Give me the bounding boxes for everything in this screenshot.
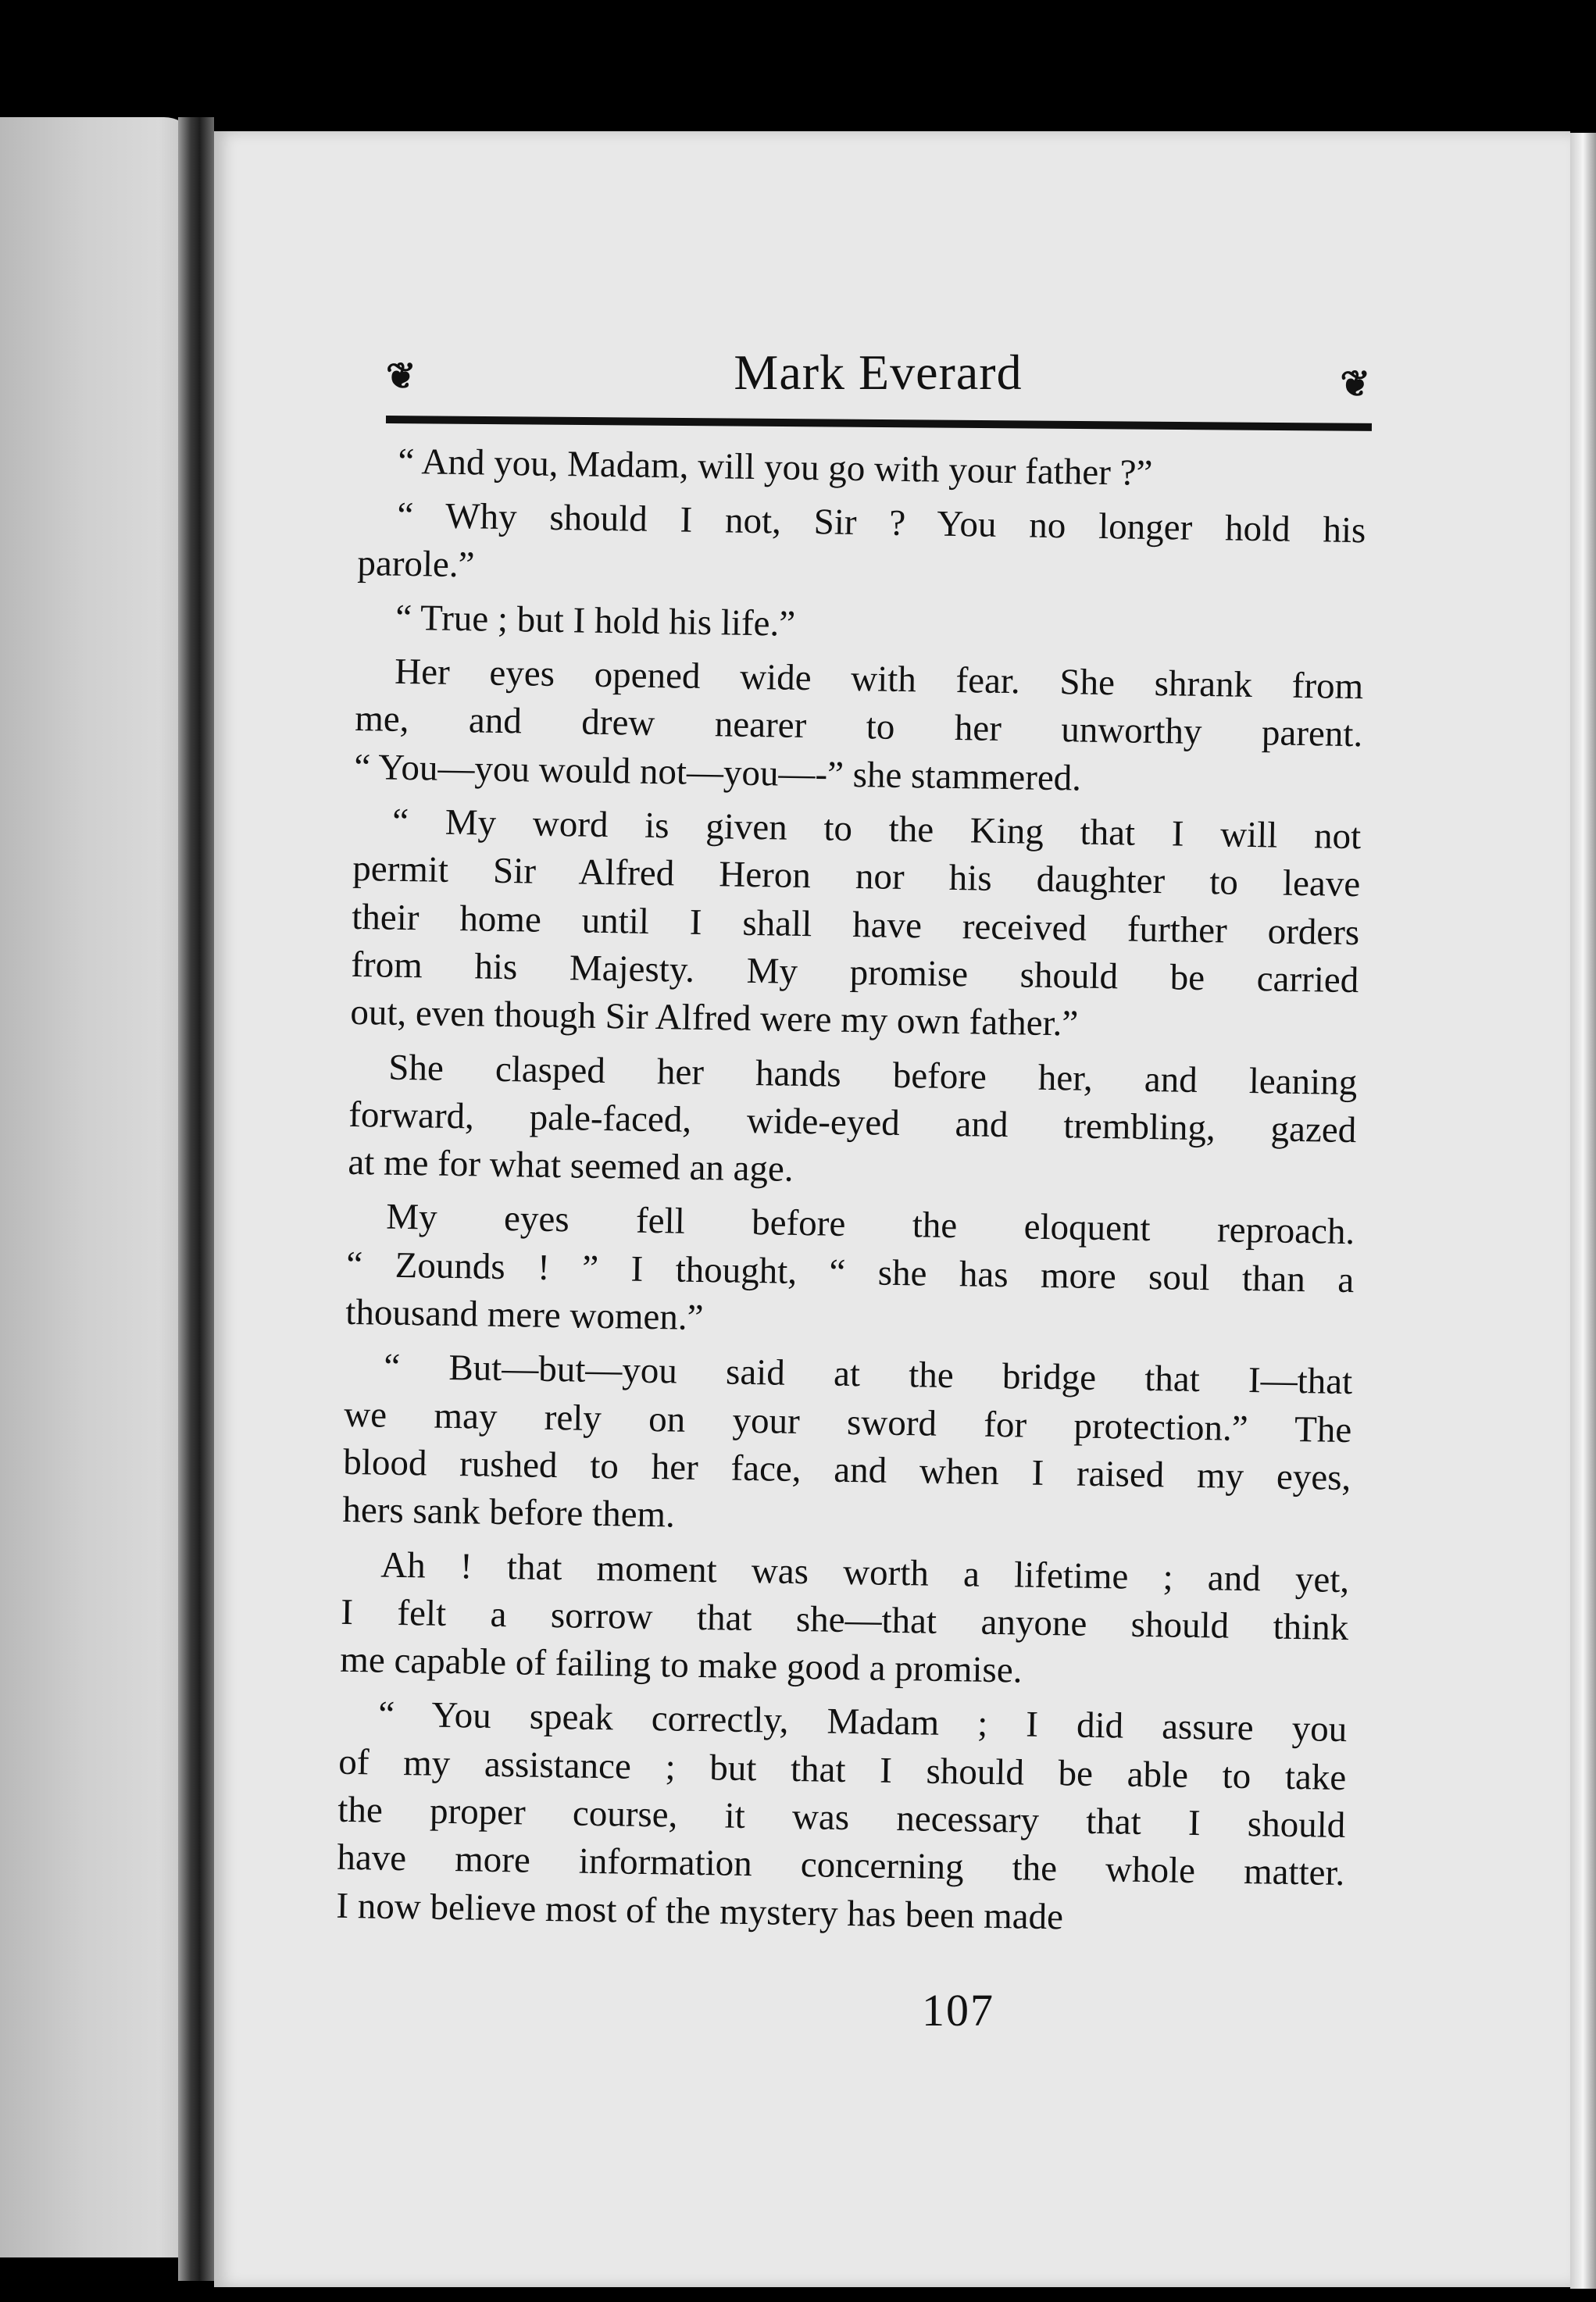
text-line: My eyes fell before the eloquent reproach.	[385, 1197, 1355, 1253]
text-line: their home until I shall have received further orders	[351, 896, 1360, 953]
text-line: “ And you, Madam, will you go with your father ?”	[398, 441, 1153, 494]
text-line: I now believe most of the mystery has been made	[336, 1885, 1064, 1937]
running-title: Mark Everard	[734, 344, 1023, 400]
paragraph	[342, 1343, 1353, 1550]
paragraph	[340, 1540, 1350, 1700]
text-line: we may rely on your sword for protection.” The	[343, 1394, 1352, 1451]
paragraph	[345, 1193, 1355, 1352]
text-line: “ Zounds ! ” I thought, “ she has more soul than a	[345, 1244, 1355, 1301]
paragraph	[354, 648, 1364, 807]
text-line: at me for what seemed an age.	[348, 1142, 794, 1190]
page-number: 107	[922, 1985, 994, 2036]
text-line: out, even though Sir Alfred were my own father.”	[350, 992, 1079, 1044]
text-line: Ah ! that moment was worth a lifetime ; and yet,	[380, 1544, 1350, 1601]
text-line: thousand mere women.”	[345, 1291, 704, 1339]
text-line: “ My word is given to the King that I will not	[391, 801, 1362, 858]
text-line: “ But—but—you said at the bridge that I—that	[383, 1346, 1353, 1403]
text-line: I felt a sorrow that she—that anyone should think	[340, 1591, 1349, 1648]
text-line: from his Majesty. My promise should be carried	[350, 944, 1359, 1001]
text-line: the proper course, it was necessary that I should	[337, 1789, 1346, 1847]
text-line: me capable of failing to make good a promise.	[340, 1639, 1023, 1691]
page-right-edge	[1570, 133, 1596, 2289]
text-line: “ You—you would not—you—-” she stammered.	[353, 746, 1082, 799]
text-line: She clasped her hands before her, and leaning	[387, 1047, 1358, 1103]
text-line: “ Why should I not, Sir ? You no longer hold his	[397, 495, 1366, 551]
fleuron-icon: ❦	[386, 356, 416, 396]
body-text	[336, 437, 1367, 1952]
text-line: of my assistance ; but that I should be able to take	[337, 1741, 1347, 1798]
paragraph	[348, 1043, 1358, 1202]
text-line: “ True ; but I hold his life.”	[395, 597, 796, 644]
paragraph	[350, 798, 1362, 1053]
text-line: have more information concerning the whole matter.	[337, 1837, 1345, 1894]
text-line: “ You speak correctly, Madam ; I did assure you	[377, 1694, 1348, 1751]
paragraph	[336, 1690, 1348, 1946]
fleuron-icon: ❦	[1340, 364, 1370, 404]
book-gutter	[178, 117, 214, 2281]
text-line: hers sank before them.	[342, 1490, 676, 1536]
text-line: blood rushed to her face, and when I raised my eyes,	[342, 1441, 1351, 1499]
paragraph	[356, 594, 1365, 658]
text-line: permit Sir Alfred Heron nor his daughter to leave	[352, 848, 1361, 905]
text-line: me, and drew nearer to her unworthy parent.	[354, 698, 1363, 755]
running-head	[386, 341, 1370, 403]
paragraph	[357, 491, 1366, 603]
text-line: parole.”	[357, 542, 475, 585]
facing-page-edge	[0, 117, 187, 2257]
text-line: Her eyes opened wide with fear. She shrank from	[394, 651, 1364, 708]
text-line: forward, pale-faced, wide-eyed and trembling, gazed	[348, 1094, 1357, 1151]
